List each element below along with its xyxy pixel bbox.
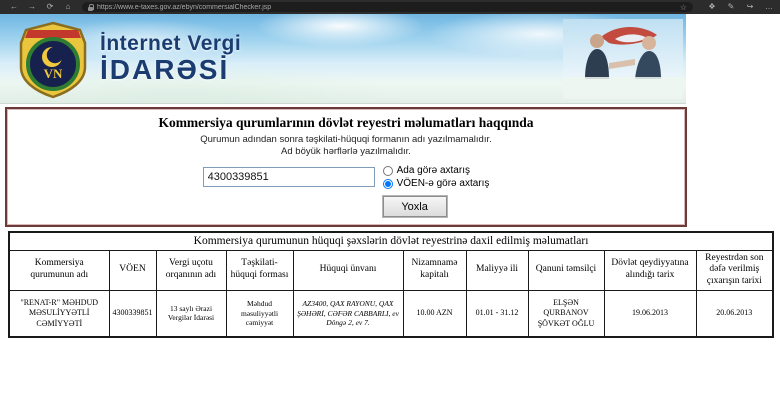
col-header-tax-office: Vergi uçotu orqanının adı — [156, 250, 226, 291]
radio-search-by-name[interactable] — [383, 165, 490, 176]
officials-photo — [563, 19, 683, 104]
cell-legal-representative: ELŞƏN QURBANOV ŞÖVKƏT OĞLU — [528, 291, 604, 337]
cell-registration-date: 19.06.2013 — [604, 291, 696, 337]
col-header-legal-representative: Qanuni təmsilçi — [528, 250, 604, 291]
col-header-charter-capital: Nizamnamə kapitalı — [403, 250, 466, 291]
col-header-voen: VÖEN — [109, 250, 156, 291]
address-bar[interactable] — [82, 2, 693, 12]
col-header-fiscal-year: Maliyyə ili — [466, 250, 528, 291]
extensions-icon[interactable]: ❖ — [708, 2, 716, 11]
site-header-banner — [0, 14, 686, 104]
table-header-row — [9, 250, 773, 291]
share-icon[interactable]: ↪ — [746, 2, 754, 11]
form-note-1: Qurumun adından sonra təşkilati-hüquqi formanın adı yazılmamalıdır. — [200, 134, 492, 145]
table-caption-row — [9, 232, 773, 250]
search-mode-radios — [383, 165, 490, 217]
cell-last-extract-date: 20.06.2013 — [696, 291, 773, 337]
col-header-legal-address: Hüquqi ünvanı — [293, 250, 403, 291]
menu-ellipsis-icon[interactable]: … — [765, 2, 773, 11]
registry-search-form — [5, 107, 687, 227]
registry-results-table — [8, 231, 774, 338]
tax-ministry-emblem-icon — [16, 21, 90, 104]
annotate-pen-icon[interactable]: ✎ — [727, 2, 735, 11]
radio-search-by-voen-label: VÖEN-ə görə axtarış — [396, 178, 490, 189]
site-title — [100, 32, 241, 86]
refresh-icon[interactable]: ⟳ — [46, 2, 54, 11]
cell-legal-form: Məhdud məsuliyyətli cəmiyyət — [226, 291, 293, 337]
toolbar-right-icons — [707, 0, 774, 14]
col-header-legal-form: Təşkilati-hüquqi forması — [226, 250, 293, 291]
site-title-line1: İnternet Vergi — [100, 32, 242, 55]
radio-search-by-name-label: Ada görə axtarış — [396, 165, 470, 176]
url-text[interactable]: https://www.e-taxes.gov.az/ebyn/commersialChecker.jsp — [97, 3, 272, 11]
cell-legal-address: AZ3400, QAX RAYONU, QAX ŞƏHƏRİ, CƏFƏR CABBARLI, ev Döngə 2, ev 7. — [293, 291, 403, 337]
lock-icon — [88, 4, 93, 11]
table-row — [9, 291, 773, 337]
site-title-line2: İDARƏSİ — [100, 54, 230, 85]
table-caption: Kommersiya qurumunun hüquqi şəxslərin dövlət reyestrinə daxil edilmiş məlumatları — [9, 232, 773, 250]
radio-search-by-voen-input[interactable] — [383, 179, 393, 189]
cell-voen: 4300339851 — [109, 291, 156, 337]
col-header-last-extract-date: Reyestrdən son dəfə verilmiş çıxarışın tarixi — [696, 250, 773, 291]
col-header-registration-date: Dövlət qeydiyyatına alındığı tarix — [604, 250, 696, 291]
cell-tax-office: 13 saylı Ərazi Vergilər İdarəsi — [156, 291, 226, 337]
check-button[interactable]: Yoxla — [383, 196, 447, 217]
radio-search-by-name-input[interactable] — [383, 166, 393, 176]
favorite-star-icon[interactable]: ☆ — [679, 2, 687, 12]
cell-fiscal-year: 01.01 - 31.12 — [466, 291, 528, 337]
radio-search-by-voen[interactable] — [383, 178, 490, 189]
back-icon[interactable]: ← — [10, 2, 18, 11]
forward-icon[interactable]: → — [28, 2, 36, 11]
cell-company-name: "RENAT-R" MƏHDUD MƏSULİYYƏTLİ CƏMİYYƏTİ — [9, 291, 109, 337]
form-note-2: Ad böyük hərflərlə yazılmalıdır. — [281, 146, 411, 157]
form-title: Kommersiya qurumlarının dövlət reyestri məlumatları haqqında — [158, 115, 534, 130]
search-input[interactable] — [203, 167, 375, 187]
col-header-company-name: Kommersiya qurumunun adı — [9, 250, 109, 291]
browser-toolbar — [0, 0, 780, 14]
svg-text:VN: VN — [43, 66, 63, 81]
cell-charter-capital: 10.00 AZN — [403, 291, 466, 337]
home-icon[interactable]: ⌂ — [65, 2, 71, 11]
form-controls — [17, 165, 675, 217]
